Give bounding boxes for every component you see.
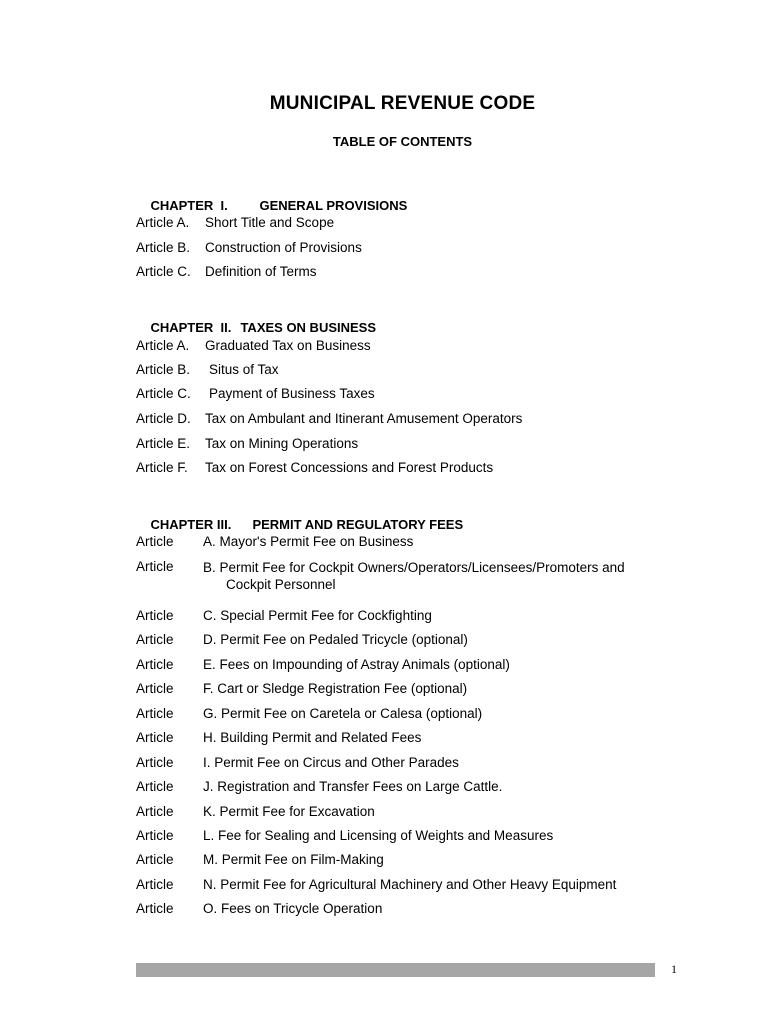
article-label: Article: [136, 559, 174, 574]
article-title: B. Permit Fee for Cockpit Owners/Operators/Licensees/Promoters and Cockpit Personnel: [203, 560, 625, 592]
article-title: F. Cart or Sledge Registration Fee (optional): [203, 681, 468, 696]
toc-entry: [136, 460, 493, 475]
page-number: 1: [671, 962, 677, 976]
article-title: Tax on Mining Operations: [205, 436, 359, 451]
article-title: J. Registration and Transfer Fees on Large Cattle.: [203, 779, 503, 794]
article-title: D. Permit Fee on Pedaled Tricycle (optional): [203, 632, 468, 647]
toc-entry: [136, 901, 382, 916]
article-label: Article C.: [136, 386, 191, 401]
toc-entry: [136, 534, 413, 549]
article-label: Article: [136, 877, 174, 892]
toc-entry: [136, 411, 522, 426]
footer-bar: [136, 963, 655, 977]
toc-entry: [136, 755, 459, 770]
toc-entry: [136, 828, 553, 843]
article-label: Article E.: [136, 436, 191, 451]
toc-entry: [136, 436, 358, 451]
chapter-name: TAXES ON BUSINESS: [240, 320, 377, 335]
article-title: L. Fee for Sealing and Licensing of Weights and Measures: [203, 828, 554, 843]
article-label: Article: [136, 657, 174, 672]
article-title: O. Fees on Tricycle Operation: [203, 901, 383, 916]
article-label: Article: [136, 901, 174, 916]
toc-entry: [136, 240, 362, 255]
article-label: Article A.: [136, 215, 190, 230]
article-label: Article F.: [136, 460, 188, 475]
article-label: Article: [136, 706, 174, 721]
toc-entry: [136, 657, 510, 672]
article-title: Construction of Provisions: [205, 240, 362, 255]
article-label: Article: [136, 632, 174, 647]
toc-entry: [136, 264, 317, 279]
document-title: MUNICIPAL REVENUE CODE: [269, 93, 536, 114]
toc-entry: [136, 804, 375, 819]
toc-entry: [136, 386, 375, 401]
article-title: M. Permit Fee on Film-Making: [203, 852, 384, 867]
article-title: Tax on Ambulant and Itinerant Amusement Operators: [205, 411, 523, 426]
toc-entry: [136, 706, 482, 721]
article-label: Article: [136, 779, 174, 794]
toc-heading: TABLE OF CONTENTS: [332, 134, 473, 149]
article-label: Article B.: [136, 362, 191, 377]
article-title: N. Permit Fee for Agricultural Machinery and Other Heavy Equipment: [203, 877, 617, 892]
toc-entry: [136, 338, 371, 353]
article-label: Article: [136, 681, 174, 696]
article-label: Article: [136, 730, 174, 745]
toc-entry: [136, 877, 616, 892]
toc-entry: [136, 681, 467, 696]
article-label: Article: [136, 804, 174, 819]
chapter-number: CHAPTER II.: [150, 320, 232, 335]
article-label: Article: [136, 755, 174, 770]
article-title: C. Special Permit Fee for Cockfighting: [203, 608, 432, 623]
article-title: A. Mayor's Permit Fee on Business: [203, 534, 414, 549]
toc-entry: [136, 779, 502, 794]
chapter-number: CHAPTER III.: [150, 517, 232, 532]
article-label: Article: [136, 828, 174, 843]
chapter-number: CHAPTER I.: [150, 198, 228, 213]
article-title: I. Permit Fee on Circus and Other Parades: [203, 755, 459, 770]
article-label: Article: [136, 852, 174, 867]
article-label: Article A.: [136, 338, 190, 353]
toc-entry: [136, 608, 432, 623]
article-label: Article B.: [136, 240, 191, 255]
article-title: Tax on Forest Concessions and Forest Products: [205, 460, 494, 475]
article-label: Article: [136, 608, 174, 623]
article-title: H. Building Permit and Related Fees: [203, 730, 422, 745]
article-label: Article: [136, 534, 174, 549]
toc-entry: [136, 215, 334, 230]
chapter-name: GENERAL PROVISIONS: [259, 198, 408, 213]
article-title: Definition of Terms: [205, 264, 317, 279]
article-title: Situs of Tax: [209, 362, 279, 377]
article-title: K. Permit Fee for Excavation: [203, 804, 375, 819]
article-title: Short Title and Scope: [205, 215, 335, 230]
article-label: Article D.: [136, 411, 191, 426]
toc-entry: [136, 362, 279, 377]
article-title: Graduated Tax on Business: [205, 338, 371, 353]
toc-entry: [136, 632, 468, 647]
article-label: Article C.: [136, 264, 191, 279]
toc-entry: [136, 852, 384, 867]
toc-entry: [136, 559, 651, 593]
article-title: G. Permit Fee on Caretela or Calesa (optional): [203, 706, 483, 721]
article-title: E. Fees on Impounding of Astray Animals (optional): [203, 657, 510, 672]
chapter-name: PERMIT AND REGULATORY FEES: [252, 517, 464, 532]
article-title: Payment of Business Taxes: [209, 386, 375, 401]
toc-entry: [136, 730, 421, 745]
